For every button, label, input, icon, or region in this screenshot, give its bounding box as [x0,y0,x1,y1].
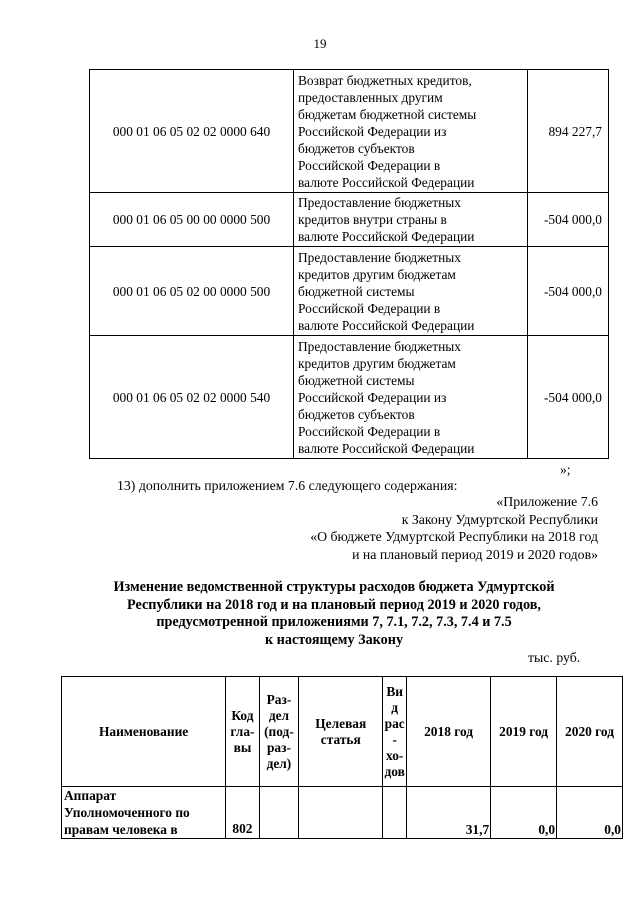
expenditure-table [61,676,623,839]
sources-table [89,69,609,459]
closing-quote: »; [560,462,571,477]
header-line: Код [231,707,254,723]
title-line: Республики на 2018 год и на плановый период 2019 и 2020 годов, [127,596,541,613]
appendix-line: «О бюджете Удмуртской Республики на 2018 год [310,529,598,544]
header-2019: 2019 год [491,677,557,787]
name-line: валюте Российской Федерации [298,440,475,456]
table-row [90,193,609,247]
appendix-line: к Закону Удмуртской Республики [401,511,598,527]
header-line: вы [233,739,252,755]
amount: -504 000,0 [528,336,609,459]
header-expense-type [383,677,407,787]
name-line: Возврат бюджетных кредитов, [298,72,472,88]
name-line: правам человека в [64,822,178,837]
name-line: валюте Российской Федерации [298,229,475,244]
name-line: Предоставление бюджетных [298,195,461,210]
name-line: бюджетам бюджетной системы [298,106,477,122]
header-line: - [392,731,397,747]
name-line: Предоставление бюджетных [298,249,461,265]
name-line: Уполномоченного по [64,805,190,820]
name-line: бюджетов субъектов [298,406,415,422]
page-number: 19 [313,36,327,51]
name-line: валюте Российской Федерации [298,317,475,333]
row-name [62,787,226,839]
name-line: Российской Федерации в [298,423,441,439]
table-row [62,787,623,839]
header-chapter-code [226,677,259,787]
budget-code: 000 01 06 05 02 02 0000 640 [90,70,294,193]
budget-code: 000 01 06 05 02 00 0000 500 [90,247,294,336]
table-row [90,70,609,193]
header-line: раз- [266,739,291,755]
row-name [294,247,528,336]
header-line: дел [268,707,290,723]
name-line: кредитов другим бюджетам [298,266,456,282]
appendix-line: «Приложение 7.6 [496,494,598,509]
name-line: Российской Федерации из [298,123,447,139]
header-line: Раз- [266,691,292,707]
name-line: предоставленных другим [298,89,443,105]
amount: -504 000,0 [528,247,609,336]
row-name [294,193,528,247]
amount: 894 227,7 [528,70,609,193]
name-line: бюджетной системы [298,283,415,299]
name-line: кредитов внутри страны в [298,212,447,227]
name-line: кредитов другим бюджетам [298,355,456,371]
table-row [90,247,609,336]
header-line: дел) [266,755,292,771]
title-line: к настоящему Закону [264,631,404,648]
name-line: Предоставление бюджетных [298,338,461,354]
amount-2018: 31,7 [407,787,491,839]
header-line: гла- [230,723,255,739]
name-line: Российской Федерации в [298,157,441,173]
name-line: бюджетов субъектов [298,140,415,156]
header-section [259,677,299,787]
header-target-article: Целевая статья [299,677,383,787]
appendix-line: и на плановый период 2019 и 2020 годов» [352,546,598,562]
header-line: (под- [264,723,294,739]
header-2020: 2020 год [557,677,623,787]
title-line: предусмотренной приложениями 7, 7.1, 7.2, 7.3, 7.4 и 7.5 [156,614,512,630]
amount: -504 000,0 [528,193,609,247]
name-line: бюджетной системы [298,372,415,388]
amount-2019: 0,0 [491,787,557,839]
budget-code: 000 01 06 05 02 02 0000 540 [90,336,294,459]
table-row [90,336,609,459]
header-line: дов [384,763,405,779]
units-label: тыс. руб. [528,650,581,665]
header-line: Ви [386,683,404,699]
amount-2020: 0,0 [557,787,623,839]
name-line: Российской Федерации в [298,300,441,316]
header-2018: 2018 год [407,677,491,787]
appendix-header [98,493,598,563]
header-name: Наименование [62,677,226,787]
name-line: Аппарат [64,788,117,803]
header-line: хо- [386,747,404,763]
section-code [259,787,299,839]
name-line: валюте Российской Федерации [298,174,475,190]
chapter-code: 802 [226,787,259,839]
row-name [294,70,528,193]
row-name [294,336,528,459]
budget-code: 000 01 06 05 00 00 0000 500 [90,193,294,247]
name-line: Российской Федерации из [298,389,447,405]
section-title [74,579,594,649]
table-header-row [62,677,623,787]
header-line: д [391,699,399,715]
amendment-item: 13) дополнить приложением 7.6 следующего содержания: [117,478,458,493]
expense-type [383,787,407,839]
title-line: Изменение ведомственной структуры расходов бюджета Удмуртской [113,579,555,595]
header-line: рас [384,715,405,731]
target-article [299,787,383,839]
